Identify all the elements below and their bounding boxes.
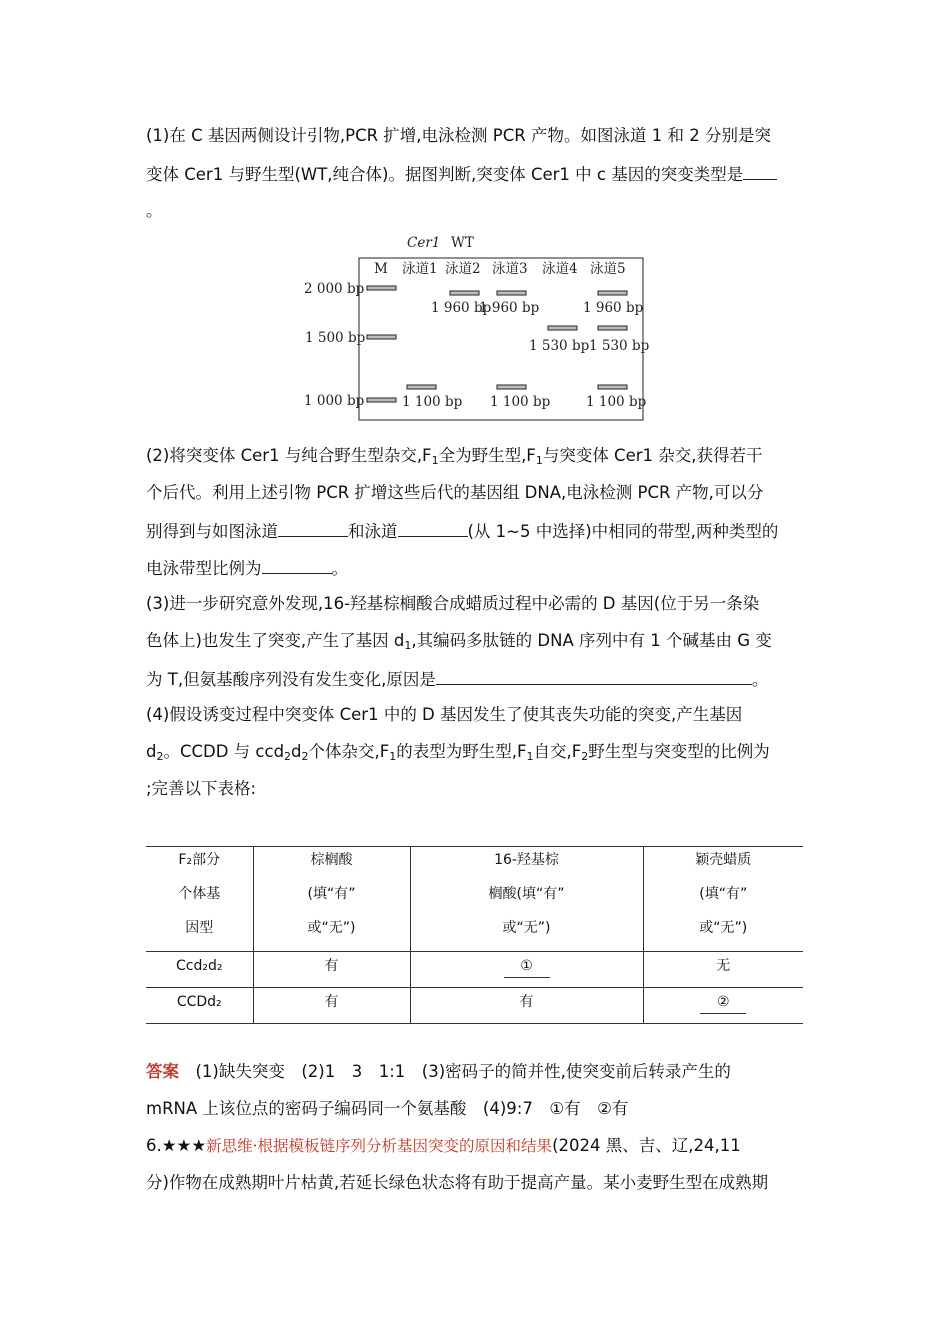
lane-label-1: 泳道1 xyxy=(402,261,438,277)
label-lane5-1530: 1 530 bp xyxy=(589,338,650,354)
label-lane5-1100: 1 100 bp xyxy=(586,394,647,410)
q1-line2-text: 变体 Cer1 与野生型(WT,纯合体)。据图判断,突变体 Cer1 中 c 基因的突变类型是 xyxy=(146,165,744,184)
q4-line3: ;完善以下表格: xyxy=(146,779,257,798)
q2-blank-ratio[interactable] xyxy=(262,557,332,574)
q2-line4-b: 。 xyxy=(331,559,348,578)
q4-sub-c: 2 xyxy=(301,750,309,763)
q3-line2-a: 色体上)也发生了突变,产生了基因 d xyxy=(146,631,405,650)
q3-line2 xyxy=(146,631,772,651)
q4-l2e: 的表型为野生型,F xyxy=(396,742,527,761)
q4-l2b: 。CCDD 与 ccd xyxy=(163,742,285,761)
band-m-2000 xyxy=(367,286,396,290)
answer-line2: mRNA 上该位点的密码子编码同一个氨基酸 (4)9:7 ①有 ②有 xyxy=(146,1099,629,1118)
header-hydroxy: 16-羟基棕 榈酸(填“有” 或“无”) xyxy=(410,847,643,952)
q2-line4 xyxy=(146,557,348,579)
q6-line2: 分)作物在成熟期叶片枯黄,若延长绿色状态将有助于提高产量。某小麦野生型在成熟期 xyxy=(146,1173,769,1192)
blank-2[interactable]: ② xyxy=(700,991,746,1014)
label-lane3-1100: 1 100 bp xyxy=(490,394,551,410)
q4-l2a: d xyxy=(146,742,157,761)
q4-sub-b: 2 xyxy=(284,750,292,763)
answer-text1: (1)缺失突变 (2)1 3 1:1 (3)密码子的简并性,使突变前后转录产生的 xyxy=(195,1062,731,1081)
q3-sub-d1: 1 xyxy=(404,639,412,652)
cell-wax: 无 xyxy=(643,952,803,988)
label-lane4-1530: 1 530 bp xyxy=(529,338,590,354)
lane-label-3: 泳道3 xyxy=(492,261,528,277)
q2-line4-a: 电泳带型比例为 xyxy=(146,559,262,578)
label-wt: WT xyxy=(451,235,474,251)
cell-genotype: Ccd₂d₂ xyxy=(146,952,253,988)
header-wax: 颖壳蜡质 (填“有” 或“无”) xyxy=(643,847,803,952)
q2-line1-a: (2)将突变体 Cer1 与纯合野生型杂交,F xyxy=(146,446,432,465)
cell-wax[interactable] xyxy=(643,988,803,1024)
answer-line1 xyxy=(146,1062,731,1082)
q4-l2g: 野生型与突变型的比例为 xyxy=(588,742,770,761)
band-lane5-1960 xyxy=(598,291,627,295)
label-lane3-1960: 1 960 bp xyxy=(479,300,540,316)
phenotype-table xyxy=(146,846,803,1024)
band-m-1500 xyxy=(367,335,396,339)
lane-label-m: M xyxy=(374,261,388,277)
band-lane3-1100 xyxy=(497,385,526,389)
q3-answer-blank[interactable] xyxy=(436,668,752,685)
q4-sub-d: 1 xyxy=(389,750,397,763)
gel-electrophoresis-figure xyxy=(300,228,650,424)
q2-line3-a: 别得到与如图泳道 xyxy=(146,522,278,541)
label-lane5-1960: 1 960 bp xyxy=(583,300,644,316)
q2-blank-lane-a[interactable] xyxy=(278,520,348,537)
table-row xyxy=(146,952,803,988)
q1-line3: 。 xyxy=(146,201,163,220)
q4-line2 xyxy=(146,742,770,762)
cell-palmitic: 有 xyxy=(253,952,410,988)
q2-line2: 个后代。利用上述引物 PCR 扩增这些后代的基因组 DNA,电泳检测 PCR 产物,可以分 xyxy=(146,483,764,502)
q4-l2c: d xyxy=(291,742,302,761)
blank-1[interactable]: ① xyxy=(504,955,550,978)
q2-sub-f1b: 1 xyxy=(535,454,543,467)
q6-line1 xyxy=(146,1136,741,1156)
q1-answer-blank[interactable] xyxy=(743,163,777,180)
q6-title: 新思维·根据模板链序列分析基因突变的原因和结果 xyxy=(206,1137,553,1155)
cell-palmitic: 有 xyxy=(253,988,410,1024)
band-lane1-1100 xyxy=(407,385,436,389)
q2-blank-lane-b[interactable] xyxy=(398,520,468,537)
q4-sub-e: 1 xyxy=(526,750,534,763)
band-lane5-1530 xyxy=(598,326,627,330)
q2-line1 xyxy=(146,446,763,466)
q3-line3-b: 。 xyxy=(751,670,769,689)
q2-sub-f1a: 1 xyxy=(431,454,439,467)
q2-line1-c: 与突变体 Cer1 杂交,获得若干 xyxy=(542,446,763,465)
q1-line2 xyxy=(146,163,777,185)
marker-1000: 1 000 bp xyxy=(304,393,365,409)
table-header-row xyxy=(146,847,803,952)
answer-tag: 答案 xyxy=(146,1062,179,1081)
lane-label-4: 泳道4 xyxy=(542,261,578,277)
q2-line3-b: 和泳道 xyxy=(348,522,398,541)
cell-genotype: CCDd₂ xyxy=(146,988,253,1024)
band-m-1000 xyxy=(367,398,396,402)
cell-hydroxy: 有 xyxy=(410,988,643,1024)
q2-line1-b: 全为野生型,F xyxy=(438,446,536,465)
label-lane2-1960: 1 960 bp xyxy=(431,300,492,316)
q4-sub-a: 2 xyxy=(156,750,164,763)
q2-line3 xyxy=(146,520,778,542)
band-lane3-1960 xyxy=(497,291,526,295)
lane-label-2: 泳道2 xyxy=(445,261,481,277)
q4-l2d: 个体杂交,F xyxy=(308,742,390,761)
cell-hydroxy[interactable] xyxy=(410,952,643,988)
q1-line1: (1)在 C 基因两侧设计引物,PCR 扩增,电泳检测 PCR 产物。如图泳道 1 和 2 分别是突 xyxy=(146,126,771,145)
label-cer1: Cer1 xyxy=(407,235,441,251)
q3-line3-a: 为 T,但氨基酸序列没有发生变化,原因是 xyxy=(146,670,436,689)
table-row xyxy=(146,988,803,1024)
q4-sub-f: 2 xyxy=(581,750,589,763)
q6-number: 6.★★★ xyxy=(146,1136,207,1155)
q3-line3 xyxy=(146,668,768,690)
label-lane1-1100: 1 100 bp xyxy=(402,394,463,410)
q6-source: (2024 黑、吉、辽,24,11 xyxy=(552,1136,741,1155)
band-lane2-1960 xyxy=(450,291,479,295)
marker-2000: 2 000 bp xyxy=(304,281,365,297)
lane-label-5: 泳道5 xyxy=(590,261,626,277)
q2-line3-c: (从 1~5 中选择)中相同的带型,两种类型的 xyxy=(467,522,779,541)
band-lane4-1530 xyxy=(548,326,577,330)
marker-1500: 1 500 bp xyxy=(305,330,366,346)
band-lane5-1100 xyxy=(598,385,627,389)
header-genotype: F₂部分 个体基 因型 xyxy=(146,847,253,952)
header-palmitic: 棕榈酸 (填“有” 或“无”) xyxy=(253,847,410,952)
q4-l2f: 自交,F xyxy=(533,742,582,761)
q3-line1: (3)进一步研究意外发现,16-羟基棕榈酸合成蜡质过程中必需的 D 基因(位于另一条染 xyxy=(146,594,760,613)
q3-line2-b: ,其编码多肽链的 DNA 序列中有 1 个碱基由 G 变 xyxy=(411,631,772,650)
q4-line1: (4)假设诱变过程中突变体 Cer1 中的 D 基因发生了使其丧失功能的突变,产生基因 xyxy=(146,705,743,724)
